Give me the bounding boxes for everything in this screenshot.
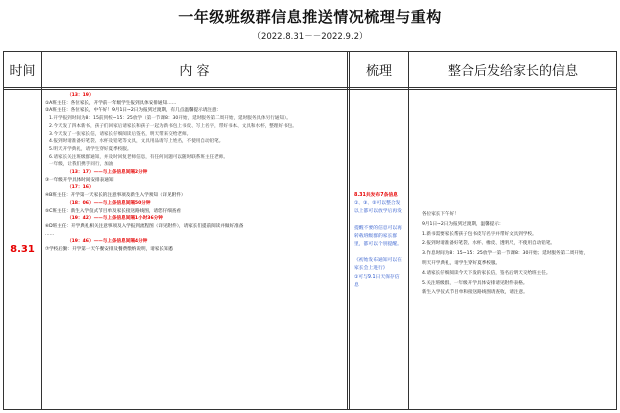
content-line: 1.开学报到时间为8：15前到校~15：25放学（第一节课8：30开始，延时服务第二周开始，延时服务具体另行通知）。 xyxy=(49,116,291,122)
sort-note: ①、③、⑤可以整合发 xyxy=(354,201,401,207)
date-cell: 8.31 xyxy=(10,244,35,255)
message-line: 5.关注班级群，一年级开学具体安排请见附件表格。 xyxy=(422,280,528,286)
message-line: 4.请家长仔细阅读今天下发的家长信，签名后明天交给班主任。 xyxy=(422,270,551,276)
header-content: 内 容 xyxy=(179,64,210,79)
header-time: 时间 xyxy=(9,64,36,79)
message-line: 3.作息时间为8：15~15：25放学一第一节课8：30开始；延时服务第二周开始， xyxy=(422,251,589,257)
content-line: ①A班主任：各位家长，开学前一年级学生报到具体安排通知…… xyxy=(45,100,177,106)
content-line: ⑦学校后勤：开学第一天午餐安排及餐费缴纳说明，请家长知悉 xyxy=(45,247,174,253)
info-table xyxy=(3,51,617,410)
sort-note: 《初始发布通知可以在家长会上进行》 xyxy=(354,258,402,272)
content-line: 2.今天发了四本新书，孩子们回家后请家长和孩子一起为新书包上书皮、写上名字，带好书本、文具和水杯，整理好书包。 xyxy=(49,123,297,129)
content-line: ⑤C班主任：新生入学仪式节目单及家长接送路线图，请您仔细查看 xyxy=(45,208,181,214)
column-divider xyxy=(41,52,42,409)
document-title: 一年级班级群信息推送情况梳理与重构 xyxy=(178,8,442,26)
content-line: ④B班主任：开学第一天家长的注意事项及新生入学须知（详见附件） xyxy=(45,193,186,199)
message-line: 2.报到时请准备好笔袋、水杯、橡皮、透明尺，不使用自动铅笔。 xyxy=(422,241,556,247)
sort-spacer xyxy=(354,249,404,257)
content-line: （13：17）——与上条信息间隔2分钟 xyxy=(67,170,148,176)
sort-note: ①可与9.1日天保存信息 xyxy=(354,274,400,288)
message-line: 明天开学典礼，请学生穿好夏季校服。 xyxy=(422,260,501,266)
column-divider xyxy=(408,52,409,409)
date-range: （2022.8.31－－2022.9.2） xyxy=(252,32,368,42)
message-line: 1.新书需要家长帮孩子包书皮写名字并带好文具到学校。 xyxy=(422,231,537,237)
content-line: （17：16） xyxy=(67,185,94,191)
sort-note: 提醒不要的信息可以再转载班级群的家长群里，都可以个别提醒。 xyxy=(354,225,402,248)
sort-cell xyxy=(354,192,404,290)
content-line: 3.今天发了一张家长信，请家长仔细阅读后签名，明天带来交给老师。 xyxy=(49,131,192,137)
header-message: 整合后发给家长的信息 xyxy=(447,64,578,79)
content-cell xyxy=(45,92,345,408)
header-divider xyxy=(4,87,616,90)
content-line: 一年级，让我们携手同行，加油 xyxy=(49,162,114,168)
content-line: （18：06）——与上条信息间隔50分钟 xyxy=(67,200,151,206)
content-line: ②A班主任：各位家长，中午好！9月1日~2日为报到过渡期，有几点温馨提示请注意： xyxy=(45,108,222,114)
message-line: 各位家长下午好！ xyxy=(422,212,459,217)
message-line: 新生入学仪式节目单和接送路线图请查收，请注意。 xyxy=(422,290,528,296)
sort-note: 以上都可以放学后再发 xyxy=(354,209,402,215)
content-line: …… xyxy=(45,231,55,237)
content-line: 5.明天开学典礼，请学生穿好夏季校服。 xyxy=(49,146,132,152)
content-line: 4.报到时请准备好笔袋、水杯及铅笔等文具，文具用品请写上姓名，不使用自动铅笔。 xyxy=(49,139,224,145)
content-line: ③一年级开学具体时间安排表通知 xyxy=(45,177,114,183)
sort-note: 8.31共发布7条信息 xyxy=(354,193,398,198)
content-line: （13：19） xyxy=(67,93,94,98)
message-line: 9月1日~2日为报到过渡期，温馨提示： xyxy=(422,221,504,227)
content-line: （19：42）——与上条信息间隔1小时36分钟 xyxy=(67,216,163,222)
content-line: （19：46）——与上条信息间隔4分钟 xyxy=(67,239,148,245)
sort-spacer xyxy=(354,217,404,225)
message-cell xyxy=(422,210,614,298)
content-line: 6.请家长关注班级群通知，并及时回复老师信息，有任何问题可以随时联系班主任老师。 xyxy=(49,154,228,160)
column-divider xyxy=(347,52,350,409)
content-line: ⑥D班主任：开学典礼相关注意事项及入学报到流程图（详见附件），请家长们提前阅读并做好准备 xyxy=(45,223,244,229)
header-sort: 梳理 xyxy=(365,64,392,79)
